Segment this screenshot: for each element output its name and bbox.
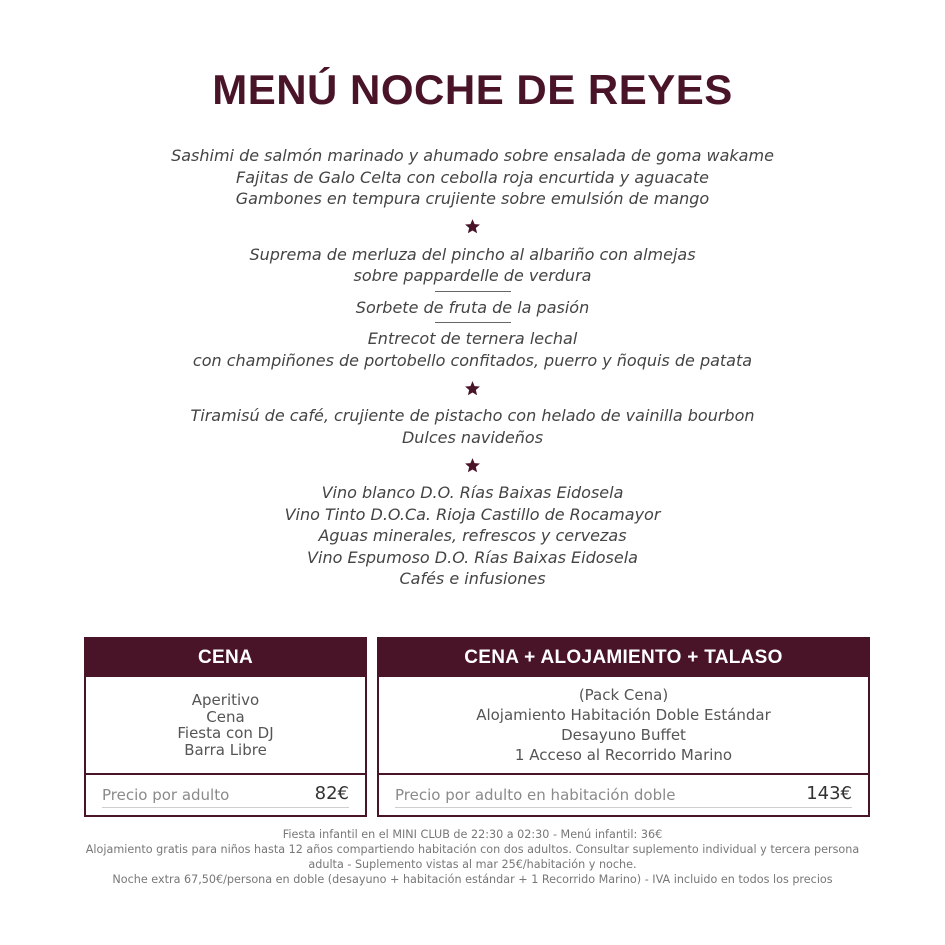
footnotes xyxy=(80,827,865,887)
menu-item: Vino Espumoso D.O. Rías Baixas Eidosela xyxy=(307,547,638,567)
list-item: Alojamiento Habitación Doble Estándar xyxy=(476,706,771,724)
cena-price-row xyxy=(86,775,365,815)
menu-section-meat xyxy=(0,328,945,371)
divider xyxy=(395,807,852,808)
divider xyxy=(102,807,349,808)
price-value: 82€ xyxy=(314,783,349,804)
menu-item: Tiramisú de café, crujiente de pistacho con helado de vainilla bourbon xyxy=(190,406,755,425)
menu-list xyxy=(0,145,945,590)
pack-price-box xyxy=(377,637,870,817)
menu-item: Vino blanco D.O. Rías Baixas Eidosela xyxy=(321,483,624,502)
star-icon xyxy=(0,371,945,405)
menu-section-starters xyxy=(0,145,945,210)
price-value: 143€ xyxy=(806,783,852,804)
list-item: Barra Libre xyxy=(184,740,267,759)
menu-item: Gambones en tempura crujiente sobre emulsión de mango xyxy=(235,189,710,208)
price-label: Precio por adulto en habitación doble xyxy=(395,786,676,804)
menu-section-desserts xyxy=(0,405,945,448)
list-item: Desayuno Buffet xyxy=(561,726,686,744)
page-title: MENÚ NOCHE DE REYES xyxy=(212,66,733,113)
pack-box-items xyxy=(379,677,868,775)
divider xyxy=(435,322,511,323)
menu-section-drinks xyxy=(0,482,945,590)
list-item: 1 Acceso al Recorrido Marino xyxy=(514,746,733,764)
pack-price-row xyxy=(379,775,868,815)
star-icon xyxy=(0,210,945,244)
pack-box-title: CENA + ALOJAMIENTO + TALASO xyxy=(379,639,868,677)
menu-item: Aguas minerales, refrescos y cervezas xyxy=(318,526,627,545)
menu-item: con champiñones de portobello confitados, puerro y ñoquis de patata xyxy=(192,350,753,370)
list-item: Aperitivo xyxy=(191,691,260,709)
list-item: Cena xyxy=(206,707,245,726)
menu-item: Entrecot de ternera lechal xyxy=(367,329,578,348)
menu-item-sorbet: Sorbete de fruta de la pasión xyxy=(355,297,590,317)
menu-item: Fajitas de Galo Celta con cebolla roja encurtida y aguacate xyxy=(236,167,709,187)
cena-box-items xyxy=(86,677,365,775)
menu-item: Cafés e infusiones xyxy=(399,569,546,588)
footnote: Alojamiento gratis para niños hasta 12 años compartiendo habitación con dos adultos. Consultar suplemento individual y tercera persona adulta - Suplemento vistas al mar 25€/habitación y noche. xyxy=(85,843,860,871)
divider xyxy=(435,291,511,292)
menu-section-fish xyxy=(0,244,945,287)
footnote: Fiesta infantil en el MINI CLUB de 22:30 a 02:30 - Menú infantil: 36€ xyxy=(282,828,663,841)
list-item: (Pack Cena) xyxy=(578,686,669,704)
menu-item: sobre pappardelle de verdura xyxy=(353,266,592,285)
star-icon xyxy=(0,448,945,482)
list-item: Fiesta con DJ xyxy=(177,724,274,742)
price-label: Precio por adulto xyxy=(102,786,230,804)
menu-item: Vino Tinto D.O.Ca. Rioja Castillo de Rocamayor xyxy=(284,504,661,524)
cena-price-box xyxy=(84,637,367,817)
footnote: Noche extra 67,50€/persona en doble (desayuno + habitación estándar + 1 Recorrido Marino) - IVA incluido en todos los precios xyxy=(112,873,833,886)
menu-item: Suprema de merluza del pincho al albariño con almejas xyxy=(249,244,696,264)
cena-box-title: CENA xyxy=(86,639,365,677)
menu-item: Sashimi de salmón marinado y ahumado sobre ensalada de goma wakame xyxy=(171,146,774,165)
menu-item: Dulces navideños xyxy=(401,427,544,447)
